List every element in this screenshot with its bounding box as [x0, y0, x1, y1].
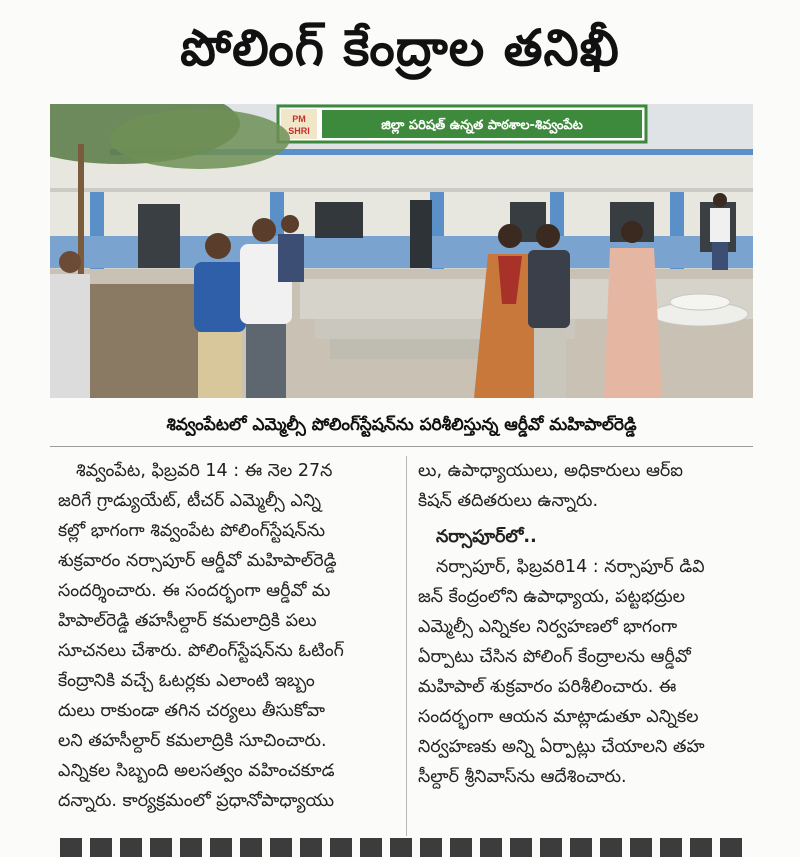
next-article-headline-cropped: [0, 838, 800, 857]
article-line: సూచనలు చేశారు. పోలింగ్‌స్టేషన్‌ను ఓటింగ్: [58, 641, 344, 661]
headline: పోలింగ్ కేంద్రాల తనిఖీ: [180, 19, 620, 77]
article-line: నిర్వహణకు అన్ని ఏర్పాట్లు చేయాలని తహ: [418, 737, 705, 757]
article-line: నర్సాపూర్, ఫిబ్రవరి14 : నర్సాపూర్ డివి: [436, 557, 705, 577]
school-banner-text: జిల్లా పరిషత్ ఉన్నత పాఠశాల-శివ్వంపేట: [381, 118, 583, 133]
article-line: జరిగే గ్రాడ్యుయేట్, టీచర్ ఎమ్మెల్సీ ఎన్ని: [58, 491, 322, 511]
article-line: ఎన్నికల సిబ్బంది అలసత్వం వహించకూడ: [58, 761, 335, 781]
article-line: కేంద్రానికి వచ్చే ఓటర్లకు ఎలాంటి ఇబ్బం: [58, 671, 315, 691]
article-line: సందర్శించారు. ఈ సందర్భంగా ఆర్డీవో మ: [58, 581, 331, 601]
article-line: దులు రాకుండా తగిన చర్యలు తీసుకోవా: [58, 701, 326, 721]
column-divider: [406, 456, 407, 836]
article-line: దన్నారు. కార్యక్రమంలో ప్రధానోపాధ్యాయు: [58, 791, 335, 811]
caption-divider: [50, 446, 753, 447]
article-line: ఏర్పాటు చేసిన పోలింగ్ కేంద్రాలను ఆర్డీవో: [418, 647, 691, 667]
article-line: సందర్భంగా ఆయన మాట్లాడుతూ ఎన్నికల: [418, 707, 699, 727]
news-photo: [50, 104, 753, 398]
article-line: కిషన్ తదితరులు ఉన్నారు.: [418, 491, 599, 511]
article-line: శుక్రవారం నర్సాపూర్ ఆర్డీవో మహిపాల్‌రెడ్డి: [58, 551, 337, 571]
subheading-narsapur: నర్సాపూర్‌లో..: [436, 527, 537, 547]
left-column: [58, 456, 396, 816]
article-line: కల్లో భాగంగా శివ్వంపేట పోలింగ్‌స్టేషన్‌ను: [58, 521, 326, 541]
article-line: లు, ఉపాధ్యాయులు, అధికారులు ఆర్ఐ: [418, 461, 684, 481]
photo-scene: [50, 104, 753, 398]
banner-logo-text-1: PM: [292, 114, 306, 124]
article-line: హిపాల్‌రెడ్డి తహసీల్దార్ కమలాద్రికి పలు: [58, 611, 317, 631]
article-line: ఎమ్మెల్సీ ఎన్నికల నిర్వహణలో భాగంగా: [418, 617, 678, 637]
article-line: శివ్వంపేట, ఫిబ్రవరి 14 : ఈ నెల 27న: [76, 461, 333, 481]
article-line: లని తహసీల్దార్ కమలాద్రికి సూచించారు.: [58, 731, 327, 751]
photo-caption: శివ్వంపేటలో ఎమ్మెల్సీ పోలింగ్‌స్టేషన్‌ను పరిశీలిస్తున్న ఆర్డీవో మహిపాల్‌రెడ్డి: [166, 415, 637, 435]
banner-logo-text-2: SHRI: [288, 126, 310, 136]
article-line: జన్ కేంద్రంలోని ఉపాధ్యాయ, పట్టభద్రుల: [418, 587, 686, 607]
article-line: సీల్దార్ శ్రీనివాస్‌ను ఆదేశించారు.: [418, 767, 627, 787]
article-line: మహిపాల్ శుక్రవారం పరిశీలించారు. ఈ: [418, 677, 677, 697]
right-column: [418, 456, 756, 792]
